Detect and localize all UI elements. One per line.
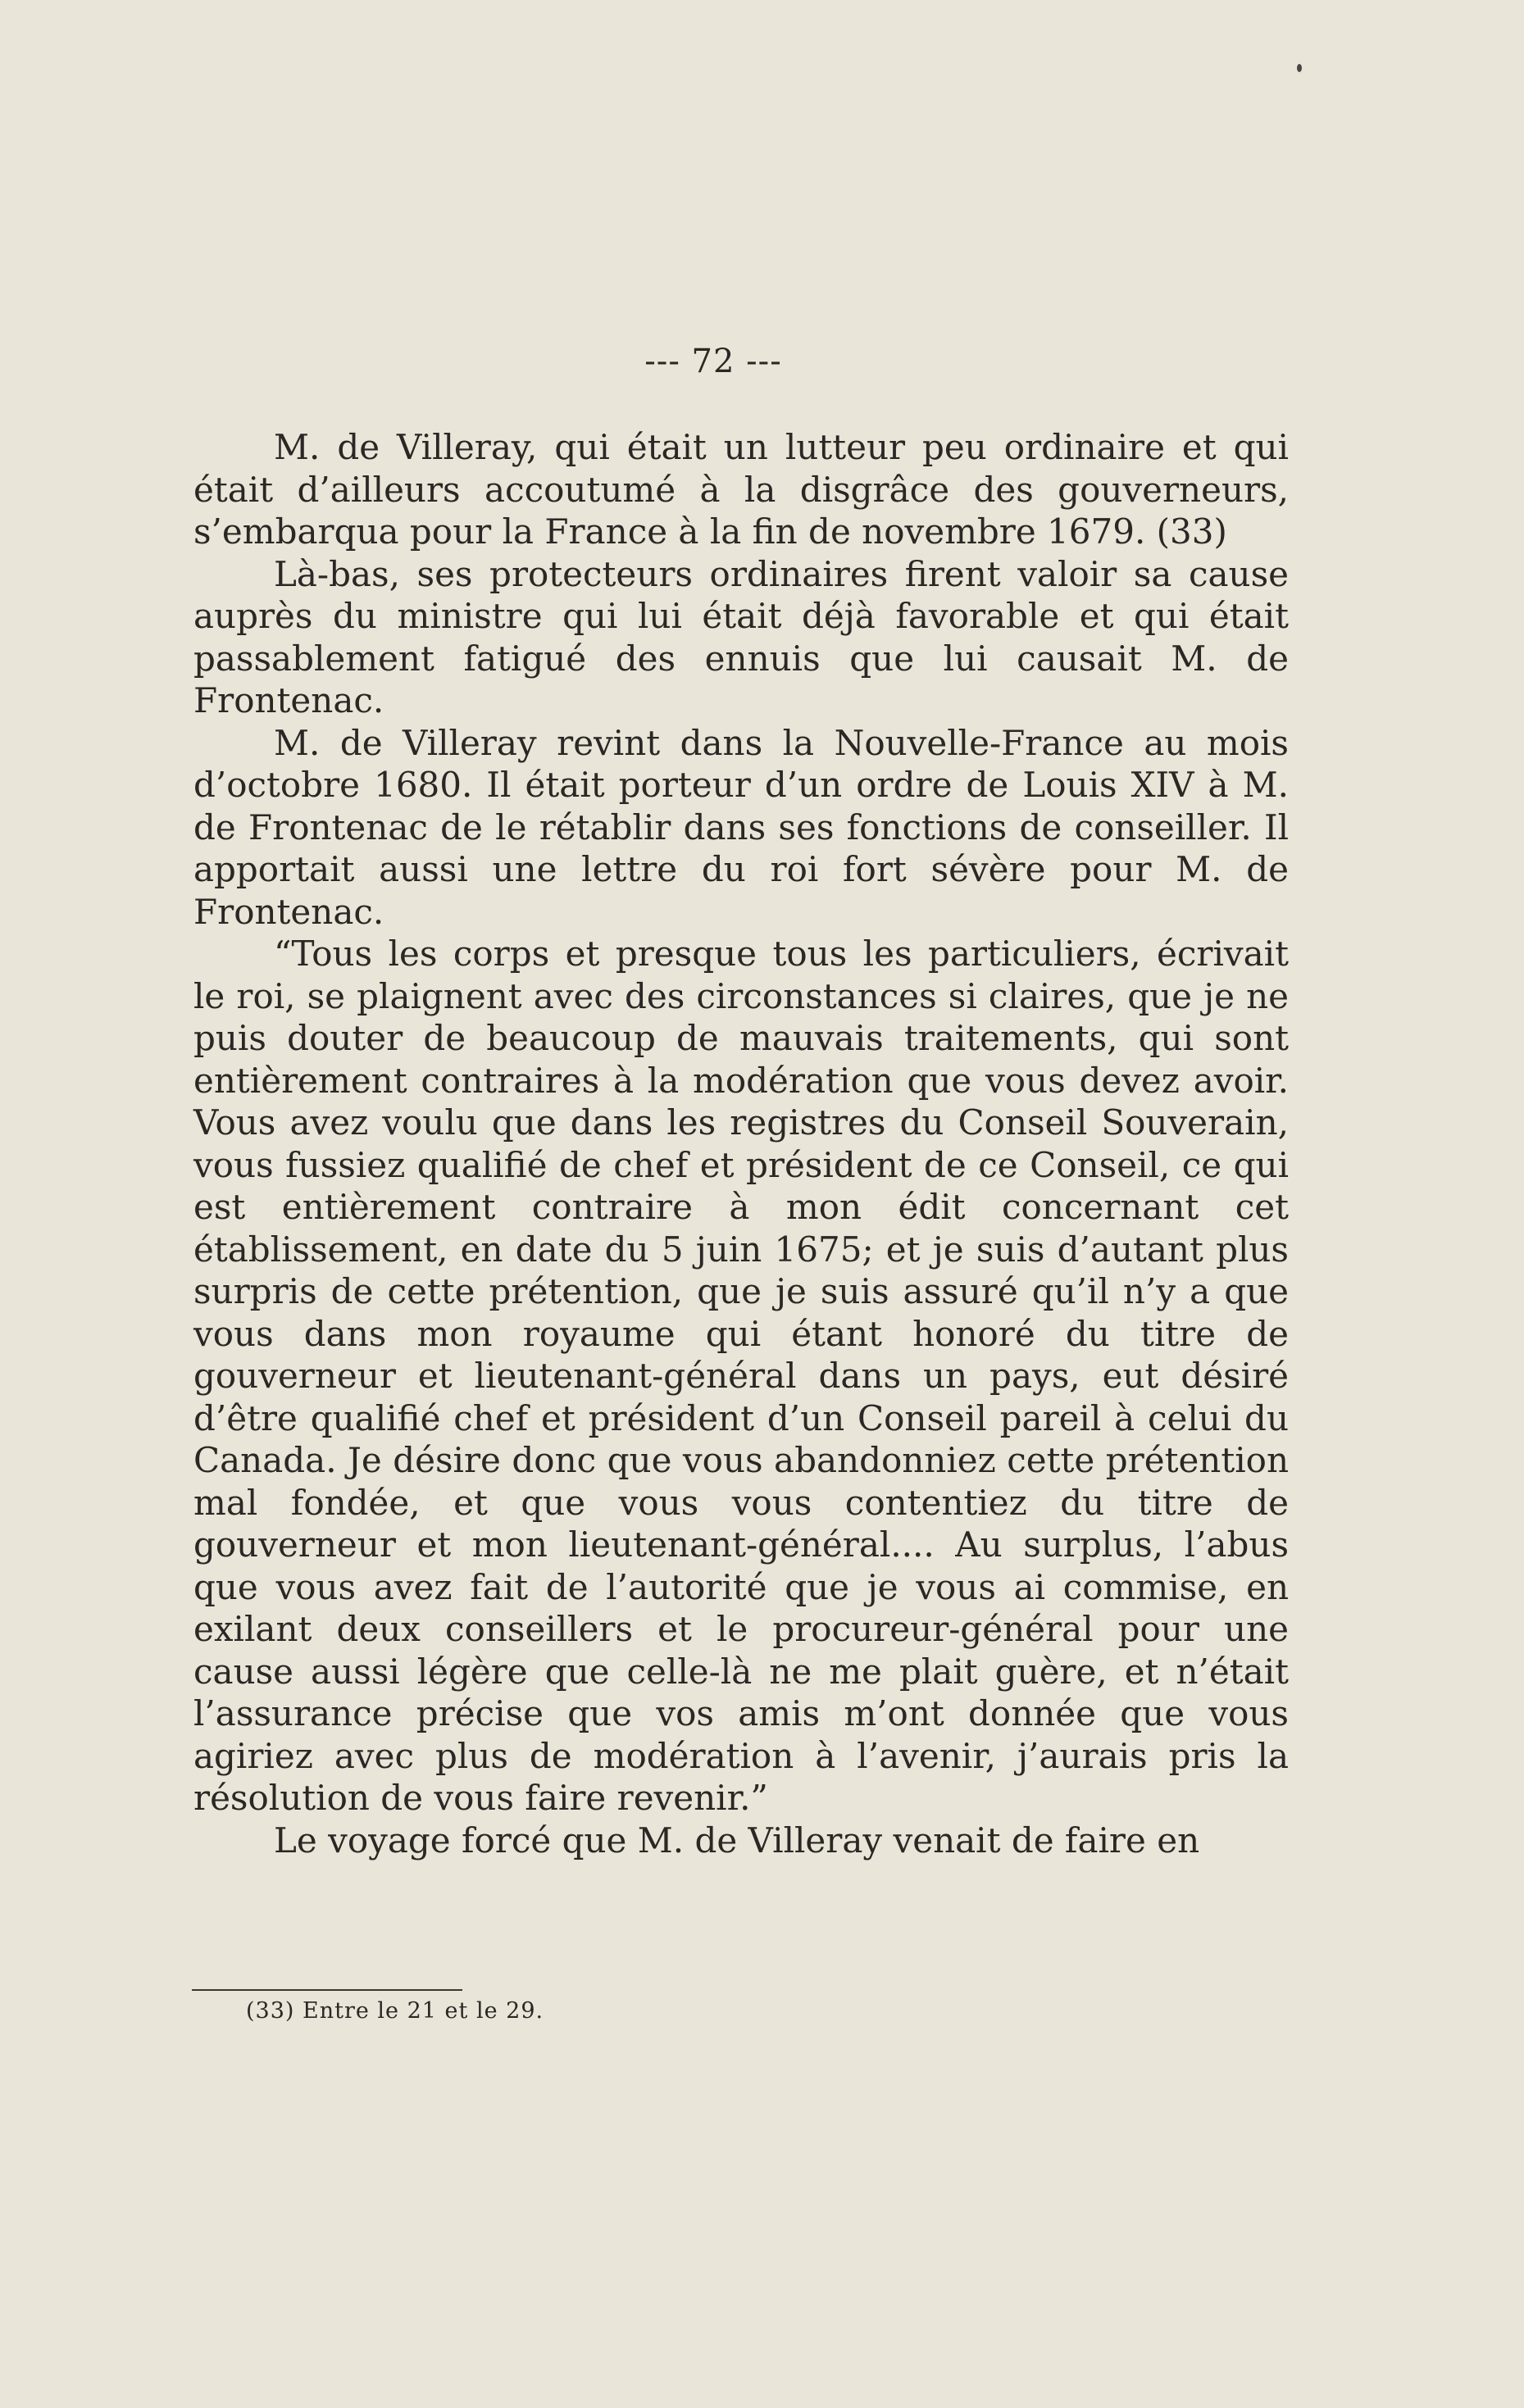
- paragraph-3: M. de Villeray revint dans la Nouvelle-France au mois d’octobre 1680. Il était porteur d’un ordre de Louis XIV à M. de Frontenac de le rétablir dans ses fonctions de conseiller. Il apportait aussi une lettre du roi fort sévère pour M. de Frontenac.: [193, 722, 1289, 932]
- ink-speck: [1297, 64, 1302, 72]
- footnote: (33) Entre le 21 et le 29.: [246, 1998, 544, 2024]
- paragraph-4: “Tous les corps et presque tous les particuliers, écrivait le roi, se plaignent avec des circonstances si claires, que je ne puis douter de beaucoup de mauvais traitements, qui sont entièrement contraires à la modération que vous devez avoir. Vous avez voulu que dans les registres du Conseil Souverain, vous fussiez qualifié de chef et président de ce Conseil, ce qui est entièrement contraire à mon édit concernant cet établissement, en date du 5 juin 1675; et je suis d’autant plus surpris de cette prétention, que je suis assuré qu’il n’y a que vous dans mon royaume qui étant honoré du titre de gouverneur et lieutenant-général dans un pays, eut désiré d’être qualifié chef et président d’un Conseil pareil à celui du Canada. Je désire donc que vous abandonniez cette prétention mal fondée, et que vous vous contentiez du titre de gouverneur et mon lieutenant-général.... Au surplus, l’abus que vous avez fait de l’autorité que je vous ai commise, en exilant deux conseillers et le procureur-général pour une cause aussi légère que celle-là ne me plait guère, et n’était l’assurance précise que vos amis m’ont donnée que vous agiriez avec plus de modération à l’avenir, j’aurais pris la résolution de vous faire revenir.”: [193, 934, 1289, 1818]
- page-number: --- 72 ---: [644, 343, 782, 380]
- paragraph-1: M. de Villeray, qui était un lutteur peu ordinaire et qui était d’ailleurs accoutumé à la disgrâce des gouverneurs, s’embarqua pour la France à la fin de novembre 1679. (33): [193, 427, 1289, 552]
- body-text: [193, 426, 1289, 1861]
- paragraph-5: Le voyage forcé que M. de Villeray venait de faire en: [274, 1820, 1200, 1861]
- paragraph-2: Là-bas, ses protecteurs ordinaires firent valoir sa cause auprès du ministre qui lui était déjà favorable et qui était passablement fatigué des ennuis que lui causait M. de Frontenac.: [193, 553, 1289, 720]
- footnote-divider: [192, 1989, 462, 1991]
